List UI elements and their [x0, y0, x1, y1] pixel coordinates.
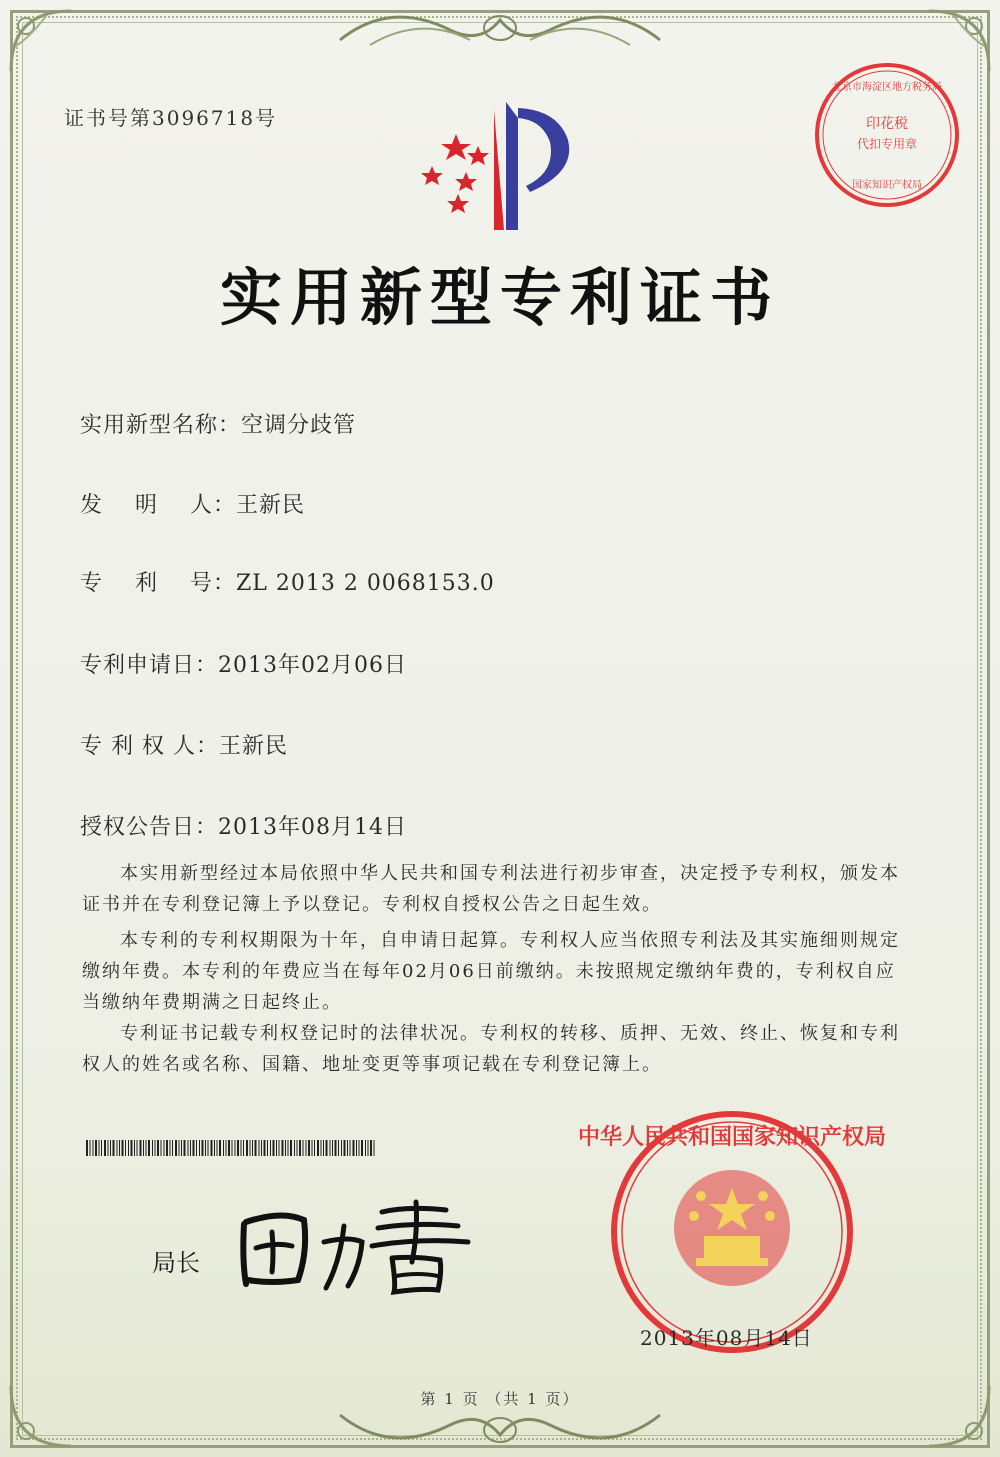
tax-seal-icon: [812, 60, 962, 210]
svg-text:印花税: 印花税: [866, 116, 908, 132]
field-grant-date: [80, 810, 407, 841]
field-inventor: [80, 488, 305, 519]
seal-date: 2013年08月14日: [640, 1326, 813, 1350]
director-label: 局长: [152, 1249, 200, 1277]
svg-text:北京市海淀区地方税务局: 北京市海淀区地方税务局: [832, 82, 942, 93]
field-label: 授权公告日：: [80, 815, 219, 840]
field-patent-number: [80, 566, 495, 597]
field-value: 王新民: [218, 734, 288, 759]
field-value: 空调分歧管: [241, 413, 357, 438]
field-value: 2013年08月14日: [218, 815, 407, 840]
field-utility-model-name: [80, 408, 356, 439]
field-value: 2013年02月06日: [218, 653, 407, 678]
field-patentee: [80, 729, 288, 760]
field-label: 实用新型名称：: [80, 413, 242, 438]
field-label: 发 明 人：: [80, 493, 236, 518]
svg-text:中华人民共和国国家知识产权局: 中华人民共和国国家知识产权局: [577, 1125, 887, 1150]
signature-icon: [232, 1192, 482, 1302]
certificate-title: 实用新型专利证书: [219, 261, 780, 334]
corner-ornament-icon: [6, 6, 76, 76]
barcode-icon: [86, 1140, 376, 1156]
field-label: 专利申请日：: [80, 653, 219, 678]
national-seal-icon: [577, 1108, 887, 1356]
svg-text:代扣专用章: 代扣专用章: [856, 137, 918, 151]
certificate-number: 证书号第3096718号: [64, 106, 278, 130]
body-paragraph-3: 专利证书记载专利权登记时的法律状况。专利权的转移、质押、无效、终止、恢复和专利权人的姓名或名称、国籍、地址变更等事项记载在专利登记簿上。: [82, 1023, 900, 1075]
svg-text:国家知识产权局: 国家知识产权局: [852, 180, 922, 191]
field-label: 专 利 号：: [80, 571, 236, 596]
page-number: 第 1 页 （共 1 页）: [420, 1390, 580, 1408]
field-value: ZL 2013 2 0068153.0: [235, 571, 495, 596]
field-application-date: [80, 648, 407, 679]
top-ornament-icon: [330, 0, 670, 56]
field-label: 专 利 权 人：: [80, 734, 219, 759]
body-paragraph-2: 本专利的专利权期限为十年，自申请日起算。专利权人应当依照专利法及其实施细则规定缴纳年费。本专利的年费应当在每年02月06日前缴纳。未按照规定缴纳年费的，专利权自应当缴纳年费期满之日起终止。: [82, 930, 900, 1013]
patent-office-logo-icon: [418, 80, 598, 240]
field-value: 王新民: [235, 493, 305, 518]
body-paragraph-1: 本实用新型经过本局依照中华人民共和国专利法进行初步审查，决定授予专利权，颁发本证书并在专利登记簿上予以登记。专利权自授权公告之日起生效。: [82, 863, 900, 915]
